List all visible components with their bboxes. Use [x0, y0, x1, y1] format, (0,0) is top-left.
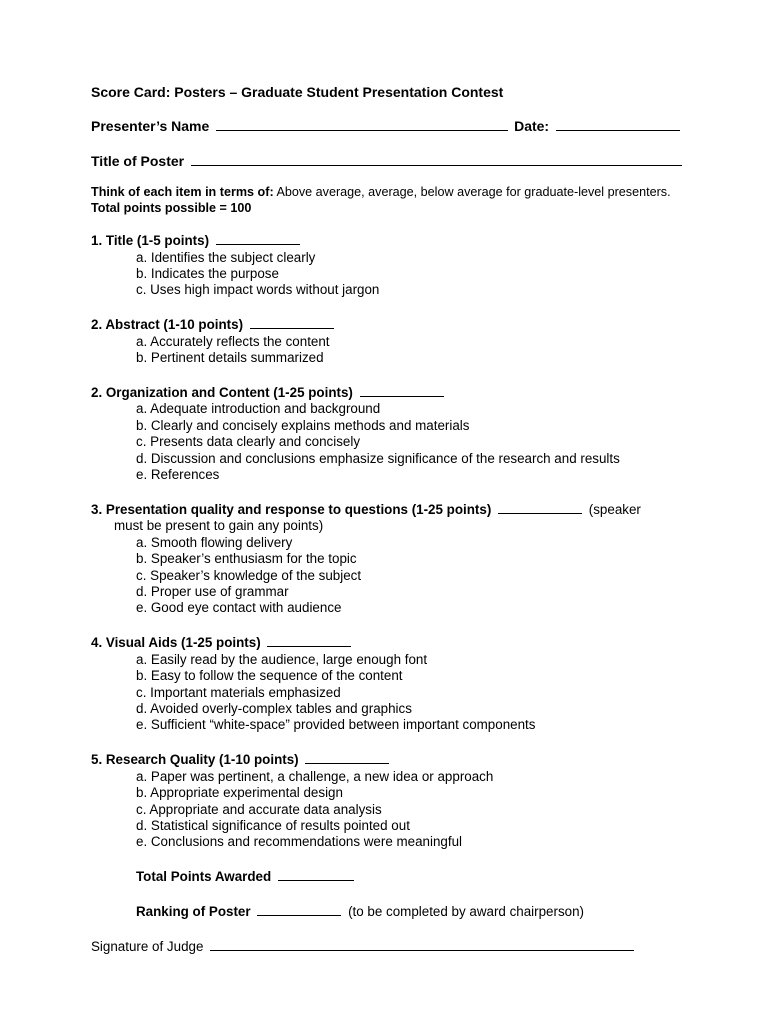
total-points-row: [91, 867, 711, 885]
list-item: d. Discussion and conclusions emphasize significance of the research and results: [136, 450, 620, 466]
score-field-research-quality[interactable]: [305, 750, 389, 764]
signature-label: Signature of Judge: [91, 939, 204, 955]
list-item: a. Identifies the subject clearly: [136, 249, 316, 265]
ranking-row: [91, 902, 711, 920]
list-item: c. Uses high impact words without jargon: [136, 282, 380, 298]
list-item: a. Easily read by the audience, large enough font: [136, 651, 428, 667]
poster-title-field[interactable]: [191, 152, 682, 166]
signature-row: [91, 937, 711, 955]
poster-title-row: [91, 152, 711, 169]
instructions-text: Above average, average, below average for graduate-level presenters.: [273, 185, 671, 200]
list-item: c. Appropriate and accurate data analysis: [136, 801, 382, 817]
list-item: b. Appropriate experimental design: [136, 785, 343, 801]
list-item: a. Adequate introduction and background: [136, 401, 381, 417]
list-item: e. Sufficient “white-space” provided between important components: [136, 717, 536, 733]
section-title: [91, 231, 711, 299]
instructions-label: Think of each item in terms of:: [91, 185, 274, 200]
presenter-name-field[interactable]: [216, 117, 508, 131]
list-item: a. Accurately reflects the content: [136, 333, 330, 349]
list-item: d. Proper use of grammar: [136, 584, 289, 600]
score-field-abstract[interactable]: [250, 315, 334, 329]
list-item: b. Clearly and concisely explains methods and materials: [136, 417, 470, 433]
section-abstract: [91, 315, 711, 366]
list-item: a. Smooth flowing delivery: [136, 534, 293, 550]
list-item: c. Presents data clearly and concisely: [136, 434, 361, 450]
list-item: d. Statistical significance of results pointed out: [136, 817, 410, 833]
score-field-visual-aids[interactable]: [267, 633, 351, 647]
section-heading: 5. Research Quality (1-10 points): [91, 752, 299, 768]
signature-field[interactable]: [210, 937, 634, 951]
list-item: e. References: [136, 467, 220, 483]
presenter-row: [91, 117, 711, 134]
score-field-organization[interactable]: [360, 383, 444, 397]
score-field-presentation[interactable]: [498, 500, 582, 514]
list-item: b. Pertinent details summarized: [136, 350, 324, 366]
list-item: a. Paper was pertinent, a challenge, a new idea or approach: [136, 768, 494, 784]
ranking-note: (to be completed by award chairperson): [348, 904, 585, 920]
list-item: c. Important materials emphasized: [136, 684, 341, 700]
score-card-document: [91, 84, 711, 955]
total-points-label: Total Points Awarded: [136, 869, 272, 885]
section-visual-aids: [91, 633, 711, 733]
list-item: c. Speaker’s knowledge of the subject: [136, 567, 362, 583]
section-organization: [91, 383, 711, 483]
score-field-title[interactable]: [216, 231, 300, 245]
section-heading: 1. Title (1-5 points): [91, 233, 210, 249]
list-item: e. Good eye contact with audience: [136, 600, 342, 616]
section-heading: 3. Presentation quality and response to questions (1-25 points): [91, 502, 492, 517]
list-item: b. Speaker’s enthusiasm for the topic: [136, 551, 357, 567]
presenter-name-label: Presenter’s Name: [91, 118, 210, 135]
section-heading: 4. Visual Aids (1-25 points): [91, 635, 261, 651]
total-points-field[interactable]: [278, 867, 354, 881]
list-item: b. Indicates the purpose: [136, 266, 279, 282]
ranking-label: Ranking of Poster: [136, 904, 251, 920]
speaker-note-continued: must be present to gain any points): [114, 518, 324, 534]
list-item: e. Conclusions and recommendations were meaningful: [136, 834, 463, 850]
list-item: d. Avoided overly-complex tables and graphics: [136, 700, 412, 716]
speaker-note: (speaker: [588, 502, 641, 517]
section-research-quality: [91, 750, 711, 850]
total-points-possible: Total points possible = 100: [91, 201, 252, 216]
page-title: Score Card: Posters – Graduate Student Presentation Contest: [91, 84, 504, 100]
instructions-line: [91, 184, 711, 200]
ranking-field[interactable]: [257, 902, 341, 916]
date-field[interactable]: [556, 117, 680, 131]
poster-title-label: Title of Poster: [91, 152, 185, 169]
section-heading: 2. Abstract (1-10 points): [91, 317, 244, 333]
date-label: Date:: [514, 118, 550, 135]
section-heading: 2. Organization and Content (1-25 points): [91, 385, 353, 401]
list-item: b. Easy to follow the sequence of the content: [136, 668, 403, 684]
section-presentation: [91, 500, 711, 617]
